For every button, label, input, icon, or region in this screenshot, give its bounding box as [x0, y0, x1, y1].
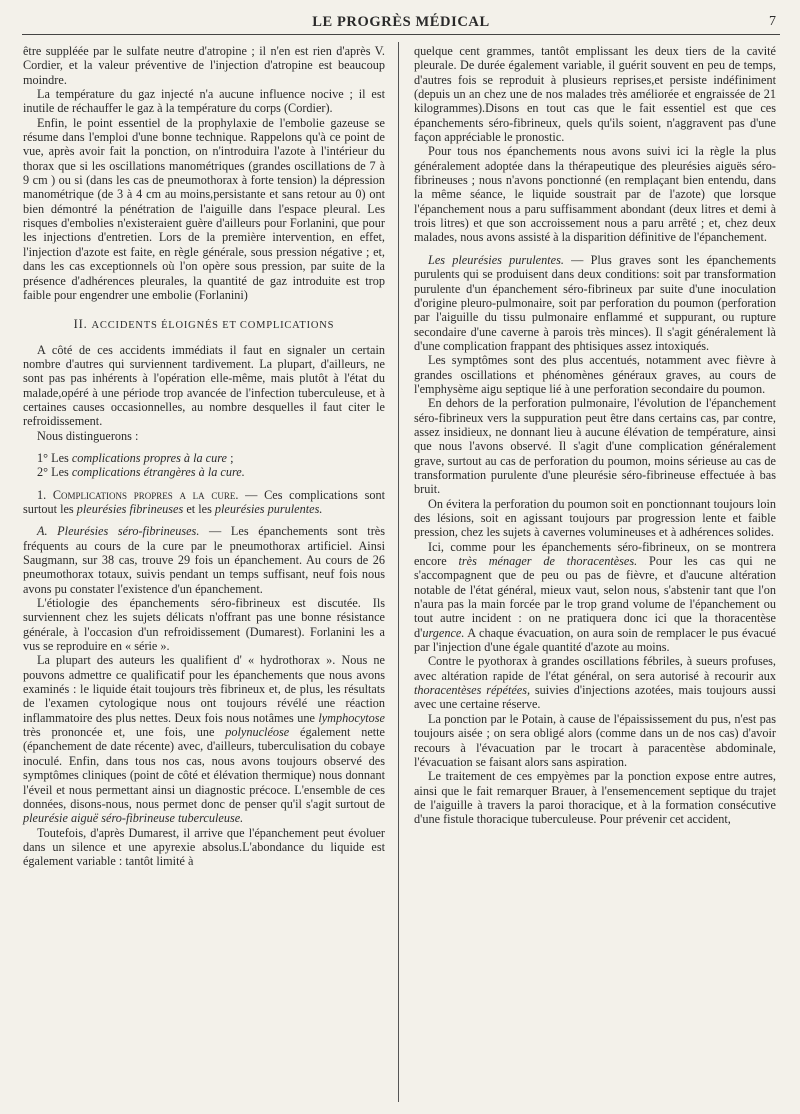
right-column — [414, 44, 776, 827]
page-number: 7 — [769, 14, 776, 29]
running-header — [22, 6, 780, 35]
section-heading — [23, 317, 385, 333]
paragraph: La ponction par le Potain, à cause de l'épaississement du pus, n'est pas toujours aisée ; on sera obligé alors (comme dans un de nos cas) d'avoir recours à l'évacuation par le trocart à paracentèse abdominale, l'évacuation se faisant alors sans aspiration. — [414, 711, 776, 769]
paragraph: Toutefois, d'après Dumarest, il arrive que l'épanchement peut évoluer dans un silence et une apyrexie absolus.L'abondance du liquide est également variable : tantôt limité à — [23, 825, 385, 869]
paragraph: Les pleurésies purulentes. — Plus graves sont les épanchements purulents qui se produisent dans deux conditions: soit par transformation purulente d'un épanchement séro-fibrineux par suite d'une inoculation d'origine pleuro-pulmonaire, soit par perforation du poumon (perforation par l'aiguille du tissu pulmonaire enflammé et suppurant, ou rupture secondaire d'une caverne à parois très minces). Il s'agit généralement là d'une complication frappant des phtisiques assez intoxiqués. — [414, 252, 777, 353]
paragraph: A. Pleurésies séro-fibrineuses. — Les épanchements sont très fréquents au cours de la cure par le pneumothorax artificiel. Ainsi Saugmann, sur 38 cas, trouve 29 fois un épanchement. Au cours de 26 pneumothorax totaux, suivis pendant un temps suffisant, neuf fois nous avons pu constater l'existence d'un épanchement. — [23, 524, 385, 596]
section-number: II. — [73, 317, 88, 332]
paragraph: Nous distinguerons : — [37, 428, 139, 443]
paragraph: Les symptômes sont des plus accentués, notamment avec fièvre à grandes oscillations et phénomènes généraux graves, au cours de l'emphysème aigu septique lié à une perforation secondaire du poumon. — [414, 353, 776, 396]
section-title: ACCIDENTS ÉLOIGNÉS ET COMPLICATIONS — [91, 320, 335, 332]
column-divider — [398, 42, 399, 1102]
list-item: 1° Les complications propres à la cure ; — [37, 450, 234, 465]
subsection-title: 1. Complications propres a la cure. — [37, 487, 239, 502]
paragraph: On évitera la perforation du poumon soit en ponctionnant toujours loin des lésions, soit en agissant toujours par progression lente et faible pression, chez les sujets à cavernes volumineuses et à adhérences solides. — [414, 496, 776, 540]
list-item: 2° Les complications étrangères à la cure. — [37, 465, 245, 480]
paragraph: Pour tous nos épanchements nous avons suivi ici la règle la plus généralement adoptée dans la thérapeutique des pleurésies aiguës séro-fibrineuses ; nous n'avons ponctionné (en remplaçant bien entendu, dans la même séance, le liquide soustrait par de l'azote) que lorsque l'épanchement nous a paru suffisamment abondant (deux litres et demi à trois litres) et que son accroissement nous a paru arrêté ; et, chez deux malades, nous avons assisté à la disparition définitive de l'épanchement. — [414, 144, 776, 245]
paragraph: A côté de ces accidents immédiats il faut en signaler un certain nombre d'autres qui surviennent tardivement. La plupart, d'ailleurs, ne sont pas pas inhérents à l'opération elle-même, mais plutôt à l'état du malade,opéré à une période trop avancée de l'infection tuberculeuse, et à certaines causes occasionnelles, au nombre desquelles il faut citer le refroidissement. — [23, 342, 385, 429]
paragraph: En dehors de la perforation pulmonaire, l'évolution de l'épanchement séro-fibrineux vers la suppuration peut être dans certains cas, par contre, assez insidieux, ne donnant lieu à aucune élévation de température, ainsi que nous l'avons observé. Il s'agit d'une complication généralement grave, surtout au cas de perforation du poumon, moins sérieuse au cas de transformation purulente d'une pleurésie séro-fibrineuse effectuée à bas bruit. — [414, 396, 776, 497]
subsection-title: Les pleurésies purulentes. — [428, 252, 564, 267]
paragraph: 1. Complications propres a la cure. — Ces complications sont surtout les pleurésies fibrineuses et les pleurésies purulentes. — [23, 487, 385, 516]
paragraph: L'étiologie des épanchements séro-fibrineux est discutée. Ils surviennent chez les sujets délicats n'offrant pas une bonne résistance générale, à l'occasion d'un refroidissement (Dumarest). Forlanini les a vus se reproduire en « série ». — [23, 596, 385, 654]
paragraph: être suppléée par le sulfate neutre d'atropine ; il n'en est rien d'après V. Cordier, et la valeur préventive de l'injection d'atropine est beaucoup moindre. — [23, 44, 385, 87]
paragraph: Le traitement de ces empyèmes par la ponction expose entre autres, ainsi que le fait remarquer Brauer, à l'ensemencement septique du trajet de l'aiguille à travers la paroi thoracique, et à la formation consécutive d'une fistule thoracique tuberculeuse. Pour prévenir cet accident, — [414, 769, 776, 827]
journal-title: LE PROGRÈS MÉDICAL — [312, 14, 490, 30]
paragraph: Enfin, le point essentiel de la prophylaxie de l'embolie gazeuse se résume dans l'emploi d'une bonne technique. Rappelons qu'à ce point de vue, après avoir fait la ponction, on n'introduira l'azote à l'intérieur du thorax que si les oscillations manométriques (grandes oscillations de 7 à 9 cm ) ou si (dans les cas de pneumothorax à forte tension) la dépression manométrique (de 3 à 4 cm au moins,persistante et sans retour au 0) ont bien démontré la pénétration de l'aiguille dans l'espace pleural. Les risques d'embolies n'existeraient guère d'ailleurs pour Forlanini, que pour les injections d'entretien. Lors de la première intervention, en effet, l'injection d'azote est faite, en règle générale, sous pression négative ; et, dans les cas exceptionnels où l'on opère sous pression, par suite de la présence d'adhérences pleurales, la quantité de gaz introduite est trop faible pour engendrer une embolie (Forlanini) — [23, 115, 385, 302]
paragraph: Ici, comme pour les épanchements séro-fibrineux, on se montrera encore très ménager de thoracentèses. Pour les cas qui ne s'accompagnent que de peu ou pas de fièvre, et d'aucune altération notable de l'état général, mieux vaut, selon nous, s'abstenir tant que l'on n'aura pas la main forcée par le trop grand volume de l'épanchement ou tout autre incident : on ne pratiquera donc ici que la thoracentèse d'urgence. A chaque évacuation, on aura soin de remplacer le pus évacué par l'injection d'une égale quantité d'azote au moins. — [414, 539, 776, 655]
paragraph: quelque cent grammes, tantôt emplissant les deux tiers de la cavité pleurale. De durée également variable, il guérit souvent en peu de temps, d'autres fois se reproduit à plusieurs reprises,et persiste indéfiniment (depuis un an chez une de nos malades très améliorée et engraissée de 21 kilogrammes).Disons en tout cas que le fait essentiel est que ces épanchements séro-fibrineux, quels qu'ils soient, n'aggravent pas d'une façon appréciable le pronostic. — [414, 44, 776, 145]
paragraph: La température du gaz injecté n'a aucune influence nocive ; il est inutile de réchauffer le gaz à la température du corps (Cordier). — [23, 87, 385, 116]
paragraph: La plupart des auteurs les qualifient d' « hydrothorax ». Nous ne pouvons admettre ce qualificatif pour les épanchements que nous avons examinés : le liquide était toujours très fibrineux et, de plus, les résultats de l'examen cytologique nous ont toujours révélé une réaction inflammatoire des plus nettes. Deux fois nous notâmes une lymphocytose très prononcée et, une fois, une polynucléose également nette (épanchement de date récente) avec, d'ailleurs, tuberculisation du cobaye inoculé. Enfin, dans tous nos cas, nous avons toujours observé des symptômes cliniques (point de côté et élévation thermique) nous donnant l'éveil et nous permettant ainsi un diagnostic précoce. L'ensemble de ces données, disons-nous, nous permet donc de penser qu'il s'agit surtout de pleurésie aiguë séro-fibrineuse tuberculeuse. — [23, 653, 385, 826]
left-column — [23, 44, 385, 869]
subsection-title: A. Pleurésies séro-fibrineuses. — [37, 524, 200, 539]
paragraph: Contre le pyothorax à grandes oscillations fébriles, à sueurs profuses, avec altération rapide de l'état général, on sera autorisé à recourir aux thoracentèses répétées, suivies d'injections azotées, mais toujours aussi avec une certaine réserve. — [414, 654, 777, 712]
